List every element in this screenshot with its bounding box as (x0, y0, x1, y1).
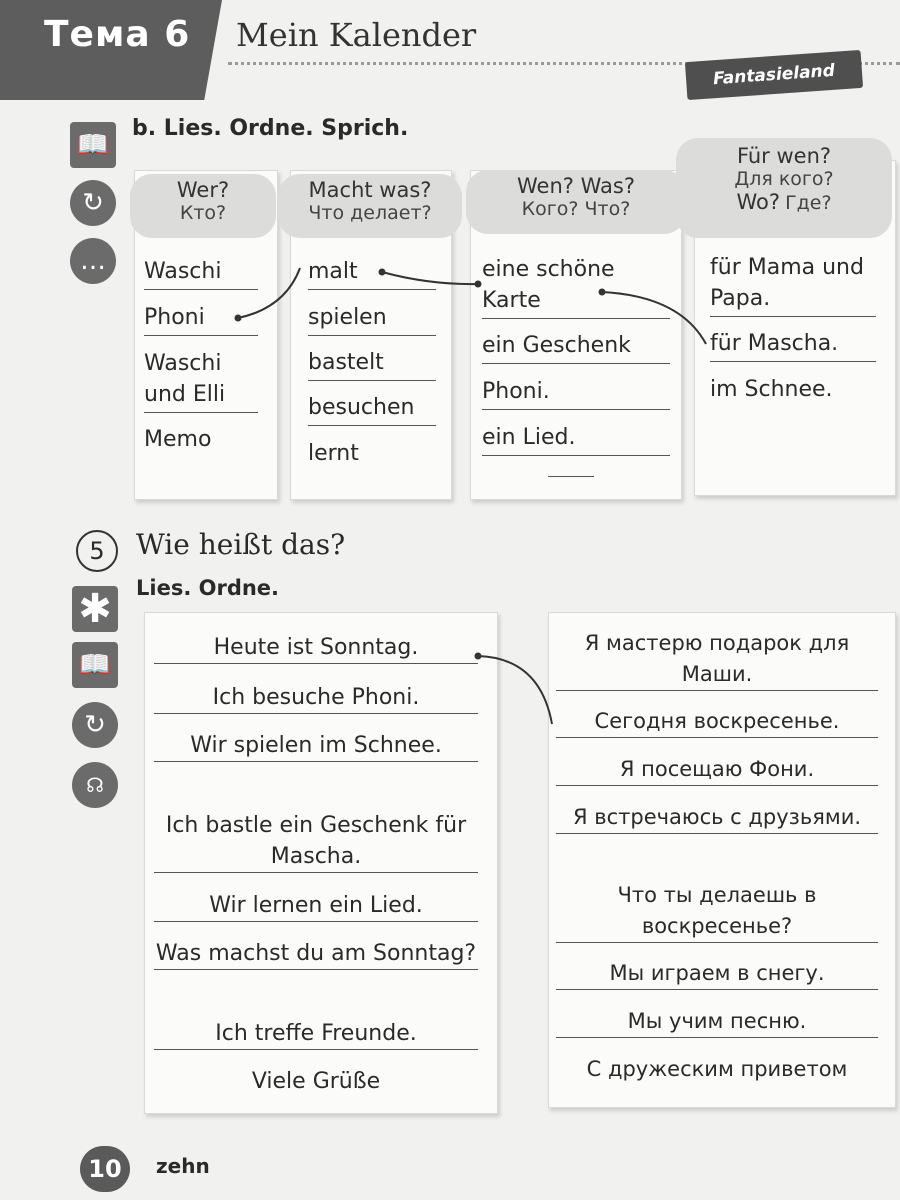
cell-memo: Memo (144, 427, 212, 452)
german-sentence: Was machst du am Sonntag? (154, 938, 478, 970)
headphones-icon: ☊ (72, 762, 118, 808)
german-sentence: Heute ist Sonntag. (154, 632, 478, 664)
german-sentence: Wir spielen im Schnee. (154, 730, 478, 762)
exercise-5-title: Wie heißt das? (136, 528, 346, 561)
german-sentence: Ich besuche Phoni. (154, 682, 478, 714)
russian-sentence: С дружеским приветом (586, 1057, 848, 1081)
book-icon: 📖 (72, 642, 118, 688)
repeat-arrows-icon: ↻ (70, 180, 116, 226)
cell-lernt: lernt (308, 441, 359, 466)
russian-sentence: Что ты делаешь в воскресенье? (556, 880, 878, 943)
cell-mama-papa: für Mama und Papa. (710, 252, 876, 317)
page-number: 10 (80, 1146, 130, 1192)
german-sentence: Wir lernen ein Lied. (154, 890, 478, 922)
cell-waschi-elli: Waschi und Elli (144, 348, 258, 413)
book-icon: 📖 (70, 122, 116, 168)
section-banner: Fantasieland (685, 50, 863, 100)
cell-karte: eine schöne Karte (482, 254, 670, 319)
column-header-wer: Wer? Кто? (130, 174, 276, 238)
page-number-word: zehn (156, 1154, 210, 1178)
cell-bastelt: bastelt (308, 347, 436, 381)
topic-label: Тема 6 (44, 14, 191, 55)
cell-mascha: für Mascha. (710, 328, 876, 362)
german-sentence: Viele Grüße (251, 1069, 381, 1094)
cell-geschenk: ein Geschenk (482, 330, 670, 364)
cell-spielen: spielen (308, 302, 436, 336)
column-header-wen: Wen? Was? Кого? Что? (466, 170, 686, 234)
russian-sentence: Сегодня воскресенье. (556, 706, 878, 738)
column-header-fuer-wen: Für wen? Для кого? Wo? Где? (676, 138, 892, 238)
cell-phoni-obj: Phoni. (482, 376, 670, 410)
cell-besuchen: besuchen (308, 392, 436, 426)
russian-sentence: Я встречаюсь с друзьями. (556, 802, 878, 834)
exercise-number: 5 (76, 530, 118, 572)
russian-sentence: Мы учим песню. (556, 1006, 878, 1038)
exercise-5-instruction: Lies. Ordne. (136, 576, 280, 600)
repeat-arrows-icon: ↻ (72, 702, 118, 748)
column-header-macht: Macht was? Что делает? (278, 174, 462, 238)
russian-sentence: Я мастерю подарок для Маши. (556, 628, 878, 691)
cell-schnee: im Schnee. (710, 377, 833, 402)
cell-phoni: Phoni (144, 302, 258, 336)
cell-waschi: Waschi (144, 256, 258, 290)
connector-line-5 (0, 600, 900, 760)
cell-malt: malt (308, 256, 436, 290)
page-title: Mein Kalender (236, 16, 477, 54)
cell-lied: ein Lied. (482, 422, 670, 456)
speech-bubble-icon: … (70, 238, 116, 284)
german-sentence: Ich treffe Freunde. (154, 1018, 478, 1050)
russian-sentence: Я посещаю Фони. (556, 754, 878, 786)
german-sentence: Ich bastle ein Geschenk für Mascha. (154, 810, 478, 873)
asterisk-icon: ✱ (72, 586, 118, 632)
connector-lines-b (0, 0, 900, 560)
russian-sentence: Мы играем в снегу. (556, 958, 878, 990)
exercise-b-heading: b. Lies. Ordne. Sprich. (132, 116, 409, 141)
